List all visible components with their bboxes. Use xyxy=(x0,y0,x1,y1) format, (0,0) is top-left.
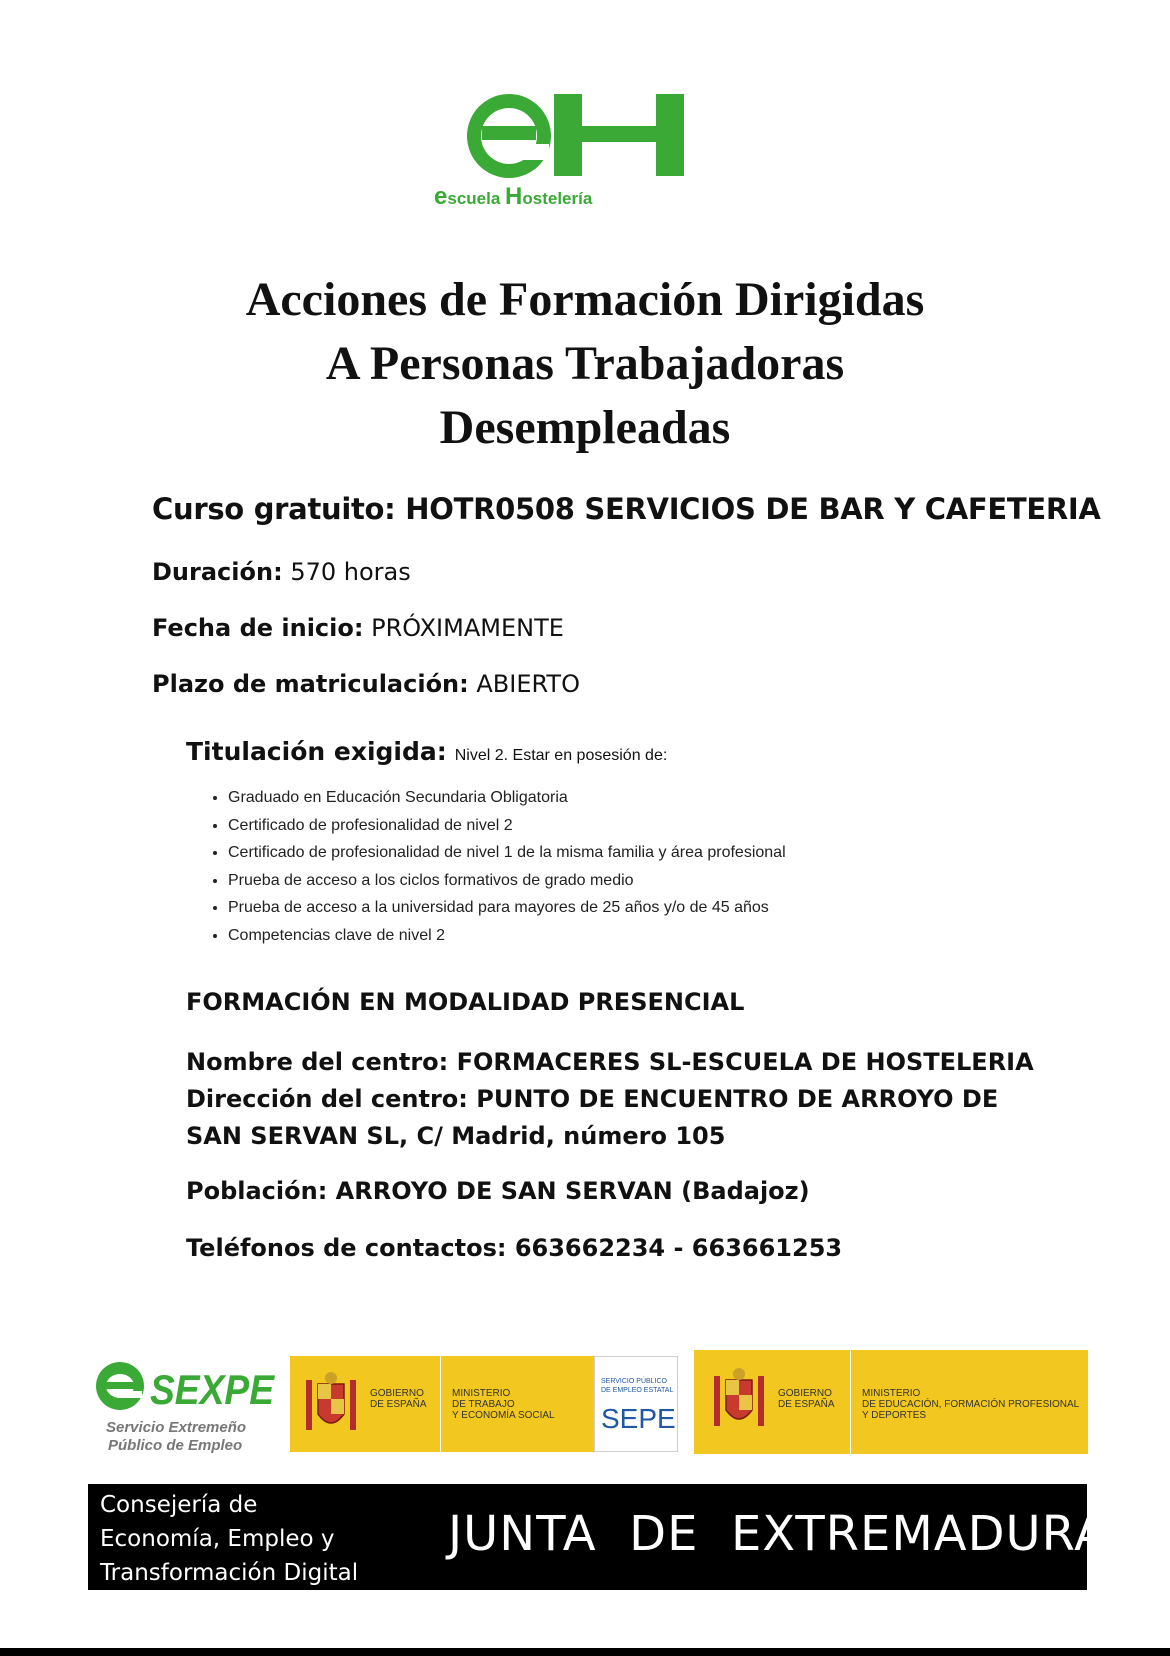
sepe-logo xyxy=(594,1356,678,1452)
ministerio-educacion-label xyxy=(862,1388,1079,1421)
junta-extremadura-banner xyxy=(88,1484,1108,1590)
duracion-value: 570 horas xyxy=(290,558,411,586)
ministerio-educacion-line-1: MINISTERIO xyxy=(862,1388,921,1399)
telefonos-label: Teléfonos de contactos: xyxy=(186,1234,507,1262)
list-item: • Competencias clave de nivel 2 xyxy=(228,922,786,950)
escuela-hosteleria-logo xyxy=(426,86,716,216)
list-item: • Graduado en Educación Secundaria Obligatoria xyxy=(228,784,786,812)
ministerio-trabajo-label xyxy=(452,1388,555,1421)
course-line xyxy=(152,492,1101,526)
coat-of-arms-icon xyxy=(708,1366,770,1436)
ministerio-trabajo-line-2: DE TRABAJO xyxy=(452,1399,515,1410)
modalidad-heading: FORMACIÓN EN MODALIDAD PRESENCIAL xyxy=(186,988,745,1016)
sepe-name: SEPE xyxy=(601,1403,676,1434)
sexpe-name: SEXPE xyxy=(150,1366,276,1413)
gobierno-line-1: GOBIERNO xyxy=(370,1388,424,1399)
page-bottom-border xyxy=(0,1648,1170,1656)
junta-title: JUNTA DE EXTREMADURA xyxy=(448,1506,1108,1562)
centro-block xyxy=(186,1044,1034,1155)
centro-direccion-2: SAN SERVAN SL, C/ Madrid, número 105 xyxy=(186,1122,726,1150)
ministerio-trabajo-line-1: MINISTERIO xyxy=(452,1388,511,1399)
plazo-line xyxy=(152,670,580,698)
sexpe-logo xyxy=(94,1358,278,1458)
titulacion-label: Titulación exigida: xyxy=(186,737,447,766)
plazo-value: ABIERTO xyxy=(476,670,580,698)
ministerio-trabajo-line-3: Y ECONOMÍA SOCIAL xyxy=(452,1410,555,1421)
titulacion-line xyxy=(186,737,667,766)
centro-nombre: Nombre del centro: FORMACERES SL-ESCUELA DE HOSTELERIA xyxy=(186,1048,1034,1076)
gobierno-2-line-2: DE ESPAÑA xyxy=(778,1399,835,1410)
ministerio-educacion-line-3: Y DEPORTES xyxy=(862,1410,927,1421)
ministerio-educacion-line-2: DE EDUCACIÓN, FORMACIÓN PROFESIONAL xyxy=(862,1399,1080,1410)
list-item: • Prueba de acceso a la universidad para mayores de 25 años y/o de 45 años xyxy=(228,894,786,922)
centro-direccion-1: Dirección del centro: PUNTO DE ENCUENTRO DE ARROYO DE xyxy=(186,1085,999,1113)
consejeria-line-3: Transformación Digital xyxy=(100,1560,359,1586)
sepe-line-1: SERVICIO PÚBLICO xyxy=(601,1378,668,1385)
fecha-value: PRÓXIMAMENTE xyxy=(371,614,564,642)
telefonos-value: 663662234 - 663661253 xyxy=(514,1234,843,1262)
title-line-1: Acciones de Formación Dirigidas xyxy=(245,273,925,326)
ministerio-trabajo-logo xyxy=(290,1356,594,1452)
logo-h: H xyxy=(505,183,523,210)
requirements-list xyxy=(202,784,786,949)
plazo-label: Plazo de matriculación: xyxy=(152,670,469,698)
consejeria-line-2: Economía, Empleo y xyxy=(100,1526,335,1552)
gobierno-label xyxy=(370,1388,427,1410)
duracion-line xyxy=(152,558,411,586)
titulacion-value: Nivel 2. Estar en posesión de: xyxy=(454,747,668,764)
gobierno-label-2 xyxy=(778,1388,835,1410)
sexpe-sub-1: Servicio Extremeño xyxy=(106,1419,247,1436)
logo-e: e xyxy=(434,183,448,210)
telefonos-line xyxy=(186,1234,842,1262)
consejeria-label xyxy=(100,1488,358,1590)
coat-of-arms-icon xyxy=(300,1370,362,1440)
fecha-line xyxy=(152,614,564,642)
course-label: Curso gratuito: xyxy=(152,492,396,526)
ministerio-educacion-logo xyxy=(694,1350,1088,1454)
title-line-3: Desempleadas xyxy=(439,401,731,454)
sexpe-sub-2: Público de Empleo xyxy=(108,1437,243,1454)
document-title xyxy=(0,268,1170,460)
list-item: • Certificado de profesionalidad de nivel 1 de la misma familia y área profesional xyxy=(228,839,786,867)
list-item: • Prueba de acceso a los ciclos formativos de grado medio xyxy=(228,867,786,895)
course-value: HOTR0508 SERVICIOS DE BAR Y CAFETERIA xyxy=(405,492,1101,526)
fecha-label: Fecha de inicio: xyxy=(152,614,364,642)
duracion-label: Duración: xyxy=(152,558,283,586)
poblacion-line: Población: ARROYO DE SAN SERVAN (Badajoz) xyxy=(186,1177,810,1205)
gobierno-line-2: DE ESPAÑA xyxy=(370,1399,427,1410)
logo-osteleria: ostelería xyxy=(522,189,593,208)
title-line-2: A Personas Trabajadoras xyxy=(325,337,845,390)
sepe-line-2: DE EMPLEO ESTATAL xyxy=(601,1387,674,1394)
consejeria-line-1: Consejería de xyxy=(100,1492,258,1518)
list-item: • Certificado de profesionalidad de nivel 2 xyxy=(228,812,786,840)
logo-scuela: scuela xyxy=(447,189,501,208)
svg-text:escuela Hostelería xyxy=(434,183,593,210)
gobierno-2-line-1: GOBIERNO xyxy=(778,1388,832,1399)
